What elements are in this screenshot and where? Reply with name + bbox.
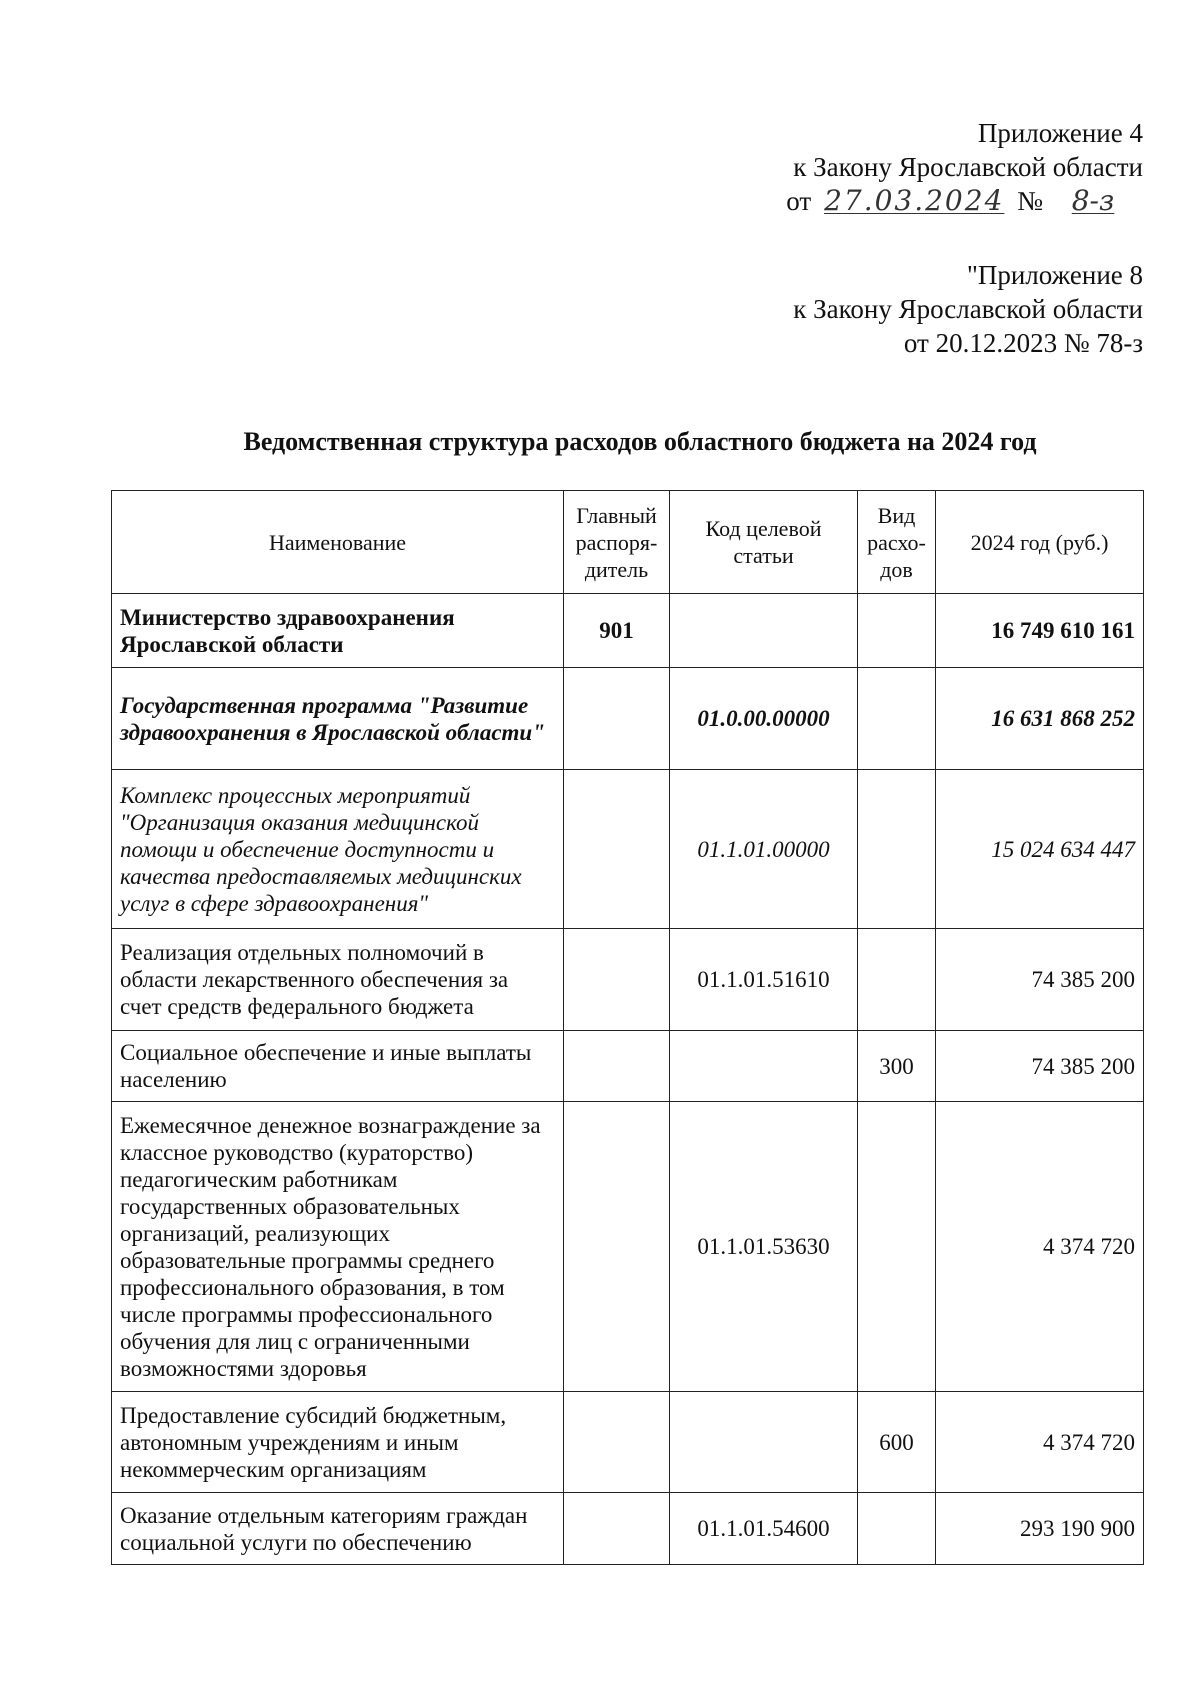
row-kind [858, 1102, 936, 1392]
row-name: Оказание отдельным категориям граждан социальной услуги по обеспечению [112, 1493, 564, 1565]
prev-appendix-label: "Приложение 8 [966, 260, 1143, 290]
row-code: 01.1.01.51610 [670, 929, 858, 1031]
appendix-label: Приложение 4 [977, 118, 1143, 148]
row-code: 01.1.01.53630 [670, 1102, 858, 1392]
row-name: Предоставление субсидий бюджетным, автономным учреждениям и иным некоммерческим организациям [112, 1392, 564, 1493]
prev-law-date: от 20.12.2023 № 78-з [903, 328, 1143, 358]
row-grbs [564, 770, 670, 929]
row-amount: 74 385 200 [936, 929, 1144, 1031]
column-header-code: Код целевой статьи [670, 491, 858, 594]
column-header-grbs: Главный распоря-дитель [564, 491, 670, 594]
table-row [112, 1031, 1144, 1102]
row-kind: 600 [858, 1392, 936, 1493]
row-amount: 74 385 200 [936, 1031, 1144, 1102]
law-date-line [786, 184, 1143, 218]
row-name: Ежемесячное денежное вознаграждение за классное руководство (кураторство) педагогическим работникам государственных образовательных организаций, реализующих образовательные программы среднего профессионального образования, в том числе программы профессионального обучения для лиц с ограниченными возможностями здоровья [112, 1102, 564, 1392]
row-name: Государственная программа "Развитие здравоохранения в Ярославской области" [112, 668, 564, 770]
row-grbs [564, 929, 670, 1031]
row-grbs [564, 1102, 670, 1392]
row-amount: 293 190 900 [936, 1493, 1144, 1565]
column-header-name: Наименование [112, 491, 564, 594]
table-row [112, 770, 1144, 929]
row-code [670, 1031, 858, 1102]
row-code [670, 1392, 858, 1493]
table-row [112, 1493, 1144, 1565]
date-prefix: от [786, 186, 812, 216]
row-amount: 16 749 610 161 [936, 594, 1144, 668]
budget-table [111, 490, 1144, 1565]
row-grbs: 901 [564, 594, 670, 668]
row-kind: 300 [858, 1031, 936, 1102]
row-kind [858, 770, 936, 929]
row-code: 01.0.00.00000 [670, 668, 858, 770]
budget-table-wrapper [111, 490, 1143, 1565]
row-kind [858, 1493, 936, 1565]
row-amount: 4 374 720 [936, 1102, 1144, 1392]
row-name: Реализация отдельных полномочий в области лекарственного обеспечения за счет средств федерального бюджета [112, 929, 564, 1031]
row-code [670, 594, 858, 668]
prev-law-reference: к Закону Ярославской области [793, 294, 1143, 324]
row-amount: 16 631 868 252 [936, 668, 1144, 770]
header-block [786, 116, 1143, 218]
column-header-kind: Вид расхо-дов [858, 491, 936, 594]
document-title: Ведомственная структура расходов областного бюджета на 2024 год [243, 427, 1037, 456]
table-row [112, 1102, 1144, 1392]
table-header-row [112, 491, 1144, 594]
row-grbs [564, 668, 670, 770]
row-amount: 4 374 720 [936, 1392, 1144, 1493]
handwritten-number: 8-з [1071, 184, 1115, 217]
table-row [112, 1392, 1144, 1493]
table-row [112, 929, 1144, 1031]
row-code: 01.1.01.00000 [670, 770, 858, 929]
row-grbs [564, 1031, 670, 1102]
row-kind [858, 668, 936, 770]
row-name: Комплекс процессных мероприятий "Организация оказания медицинской помощи и обеспечение доступности и качества предоставляемых медицинских услуг в сфере здравоохранения" [112, 770, 564, 929]
row-kind [858, 929, 936, 1031]
row-kind [858, 594, 936, 668]
law-reference: к Закону Ярославской области [793, 152, 1143, 182]
row-grbs [564, 1493, 670, 1565]
row-name: Социальное обеспечение и иные выплаты населению [112, 1031, 564, 1102]
number-sign: № [1017, 186, 1043, 216]
row-code: 01.1.01.54600 [670, 1493, 858, 1565]
row-amount: 15 024 634 447 [936, 770, 1144, 929]
row-grbs [564, 1392, 670, 1493]
previous-law-block [793, 258, 1143, 360]
table-row [112, 594, 1144, 668]
table-row [112, 668, 1144, 770]
row-name: Министерство здравоохранения Ярославской области [112, 594, 564, 668]
handwritten-date: 27.03.2024 [824, 184, 1005, 217]
column-header-amount: 2024 год (руб.) [936, 491, 1144, 594]
